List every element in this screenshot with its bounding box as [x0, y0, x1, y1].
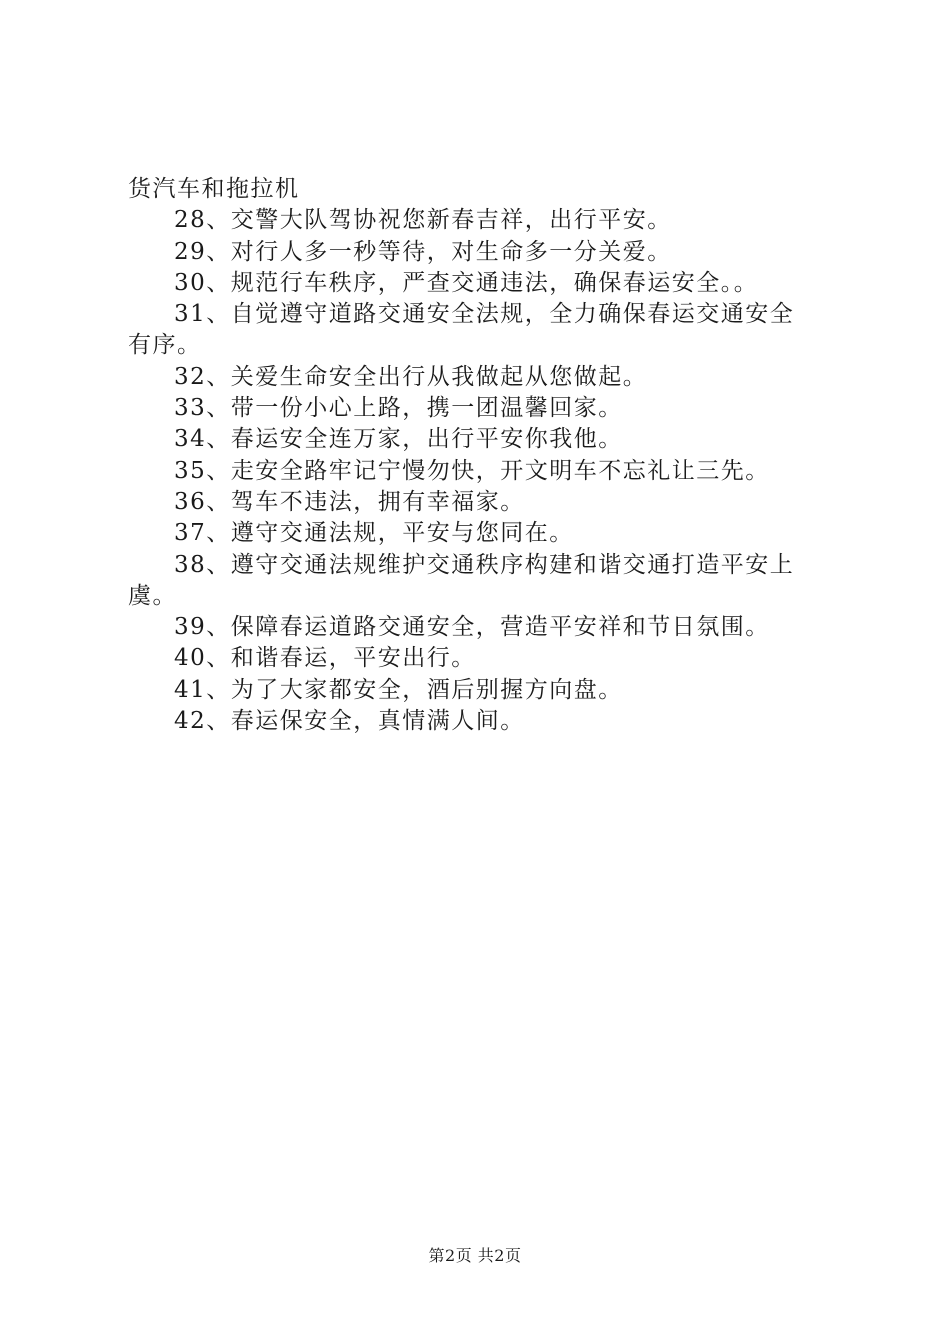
slogan-31-continued: 有序。: [128, 332, 202, 359]
slogan-42: 42、春运保安全，真情满人间。: [174, 708, 525, 735]
slogan-39: 39、保障春运道路交通安全，营造平安祥和节日氛围。: [174, 614, 770, 641]
slogan-30: 30、规范行车秩序，严查交通违法，确保春运安全。。: [174, 269, 759, 296]
slogan-29: 29、对行人多一秒等待，对生命多一分关爱。: [174, 238, 672, 265]
slogan-41: 41、为了大家都安全，酒后别握方向盘。: [174, 676, 623, 703]
slogan-37: 37、遵守交通法规，平安与您同在。: [174, 520, 574, 547]
slogan-31: 31、自觉遵守道路交通安全法规，全力确保春运交通安全: [174, 301, 795, 328]
slogan-33: 33、带一份小心上路，携一团温馨回家。: [174, 395, 623, 422]
page-footer: 第2页 共2页: [428, 1246, 522, 1265]
slogan-36: 36、驾车不违法，拥有幸福家。: [174, 488, 525, 515]
slogan-34: 34、春运安全连万家，出行平安你我他。: [174, 426, 623, 453]
continuation-line: 货汽车和拖拉机: [128, 176, 300, 202]
slogan-28: 28、交警大队驾协祝您新春吉祥，出行平安。: [174, 207, 672, 234]
slogan-40: 40、和谐春运，平安出行。: [174, 645, 476, 672]
slogan-38-continued: 虞。: [128, 582, 177, 609]
document-body: [128, 174, 834, 737]
slogan-38: 38、遵守交通法规维护交通秩序构建和谐交通打造平安上: [174, 551, 795, 578]
slogan-32: 32、关爱生命安全出行从我做起从您做起。: [174, 363, 648, 390]
slogan-35: 35、走安全路牢记宁慢勿快，开文明车不忘礼让三先。: [174, 457, 770, 484]
